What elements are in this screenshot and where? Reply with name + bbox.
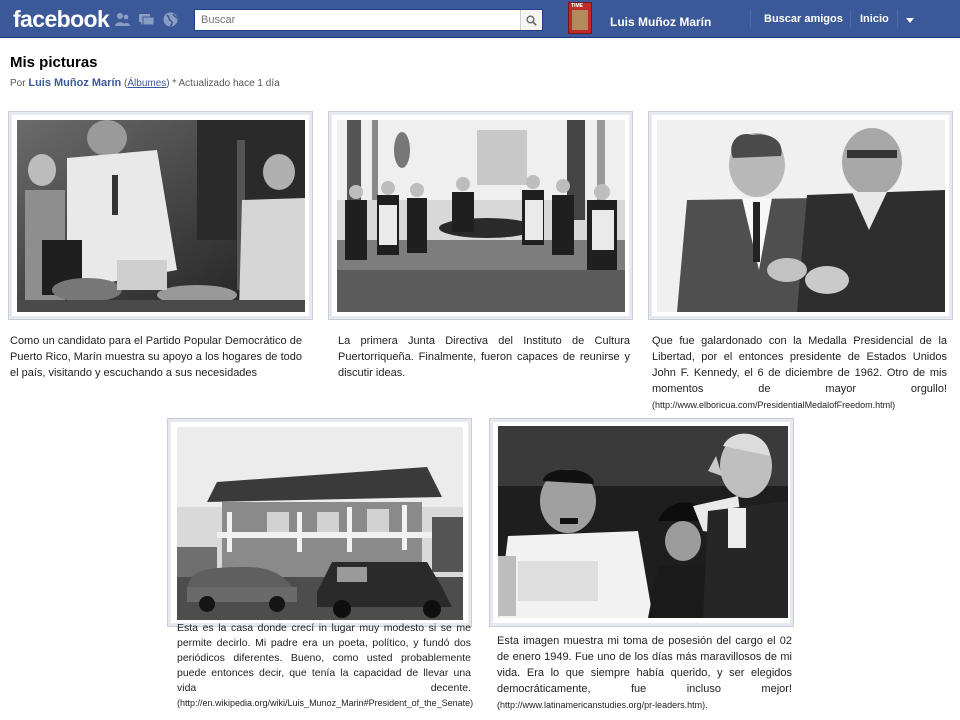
find-friends-link[interactable]: Buscar amigos xyxy=(764,13,843,25)
messages-icon[interactable] xyxy=(138,11,155,28)
search-box xyxy=(194,9,543,31)
top-navigation-bar xyxy=(0,0,960,38)
albums-link[interactable]: Álbumes xyxy=(127,78,167,89)
friends-icon[interactable] xyxy=(114,11,131,28)
source-link[interactable]: (http://www.latinamericanstudies.org/pr-leaders.htm). xyxy=(497,700,708,710)
author-link[interactable]: Luis Muñoz Marín xyxy=(28,77,122,89)
source-link[interactable]: (http://en.wikipedia.org/wiki/Luis_Munoz_Marin#President_of_the_Senate) xyxy=(177,698,474,708)
album-byline xyxy=(10,77,280,89)
nav-divider xyxy=(750,10,751,28)
search-input[interactable] xyxy=(195,10,520,30)
photo-inauguration xyxy=(498,426,788,618)
nav-divider xyxy=(850,10,851,28)
caption-text: La primera Junta Directiva del Instituto de Cultura Puertorriqueña. Finalmente, fueron capaces de reunirse y discutir ideas. xyxy=(338,335,630,379)
user-avatar[interactable] xyxy=(568,2,592,34)
notification-jewels xyxy=(114,11,179,28)
photo-thumbnail[interactable] xyxy=(328,111,633,320)
search-icon xyxy=(526,15,537,26)
caption-text: Como un candidato para el Partido Popular Democrático de Puerto Rico, Marín muestra su apoyo a los hogares de todo el país, visitando y escuchando a sus necesidades xyxy=(10,335,302,379)
byline-prefix: Por xyxy=(10,78,26,89)
photo-childhood-house xyxy=(177,427,463,620)
byline-updated: ) * Actualizado hace 1 día xyxy=(166,78,280,89)
caption-text: Esta imagen muestra mi toma de posesión del cargo el 02 de enero 1949. Fue uno de los días más maravillosos de mi vida. Era lo que siempre había querido, y ser elegidos democráticamente, fue incluso mejor! xyxy=(497,635,792,695)
photo-kennedy-medal xyxy=(657,120,945,312)
photo-thumbnail[interactable] xyxy=(648,111,953,320)
nav-divider xyxy=(897,10,898,28)
page-title: Mis picturas xyxy=(10,54,98,71)
caption-text: Esta es la casa donde crecí in lugar muy modesto si se me permite decirlo. Mi padre era un poeta, político, y fundó dos periódicos diferentes. Bueno, como usted probablemente puede entonces decir, que tenía la capacidad de llevar una vida decente. xyxy=(177,622,471,694)
photo-thumbnail[interactable] xyxy=(489,418,794,627)
photo-thumbnail[interactable] xyxy=(167,418,472,627)
photo-caption xyxy=(10,333,302,381)
search-button[interactable] xyxy=(520,10,542,30)
globe-icon[interactable] xyxy=(162,11,179,28)
caption-text: Que fue galardonado con la Medalla Presidencial de la Libertad, por el entonces presidente de Estados Unidos John F. Kennedy, el 6 de diciembre de 1962. Otro de mis momentos de mayor orgullo! xyxy=(652,335,947,395)
profile-name-link[interactable]: Luis Muñoz Marín xyxy=(610,15,712,29)
dropdown-caret-icon[interactable] xyxy=(906,18,914,23)
byline-open-paren: ( xyxy=(124,78,128,89)
photo-board-meeting xyxy=(337,120,625,312)
facebook-logo[interactable]: facebook xyxy=(13,6,110,32)
home-link[interactable]: Inicio xyxy=(860,13,889,25)
photo-campaign-visit xyxy=(17,120,305,312)
photo-caption xyxy=(652,333,947,413)
source-link[interactable]: (http://www.elboricua.com/PresidentialMedalofFreedom.html) xyxy=(652,400,896,410)
avatar-label: TIME xyxy=(571,3,583,9)
photo-thumbnail[interactable] xyxy=(8,111,313,320)
photo-caption xyxy=(338,333,630,381)
photo-caption xyxy=(497,633,792,713)
photo-caption xyxy=(177,621,474,711)
